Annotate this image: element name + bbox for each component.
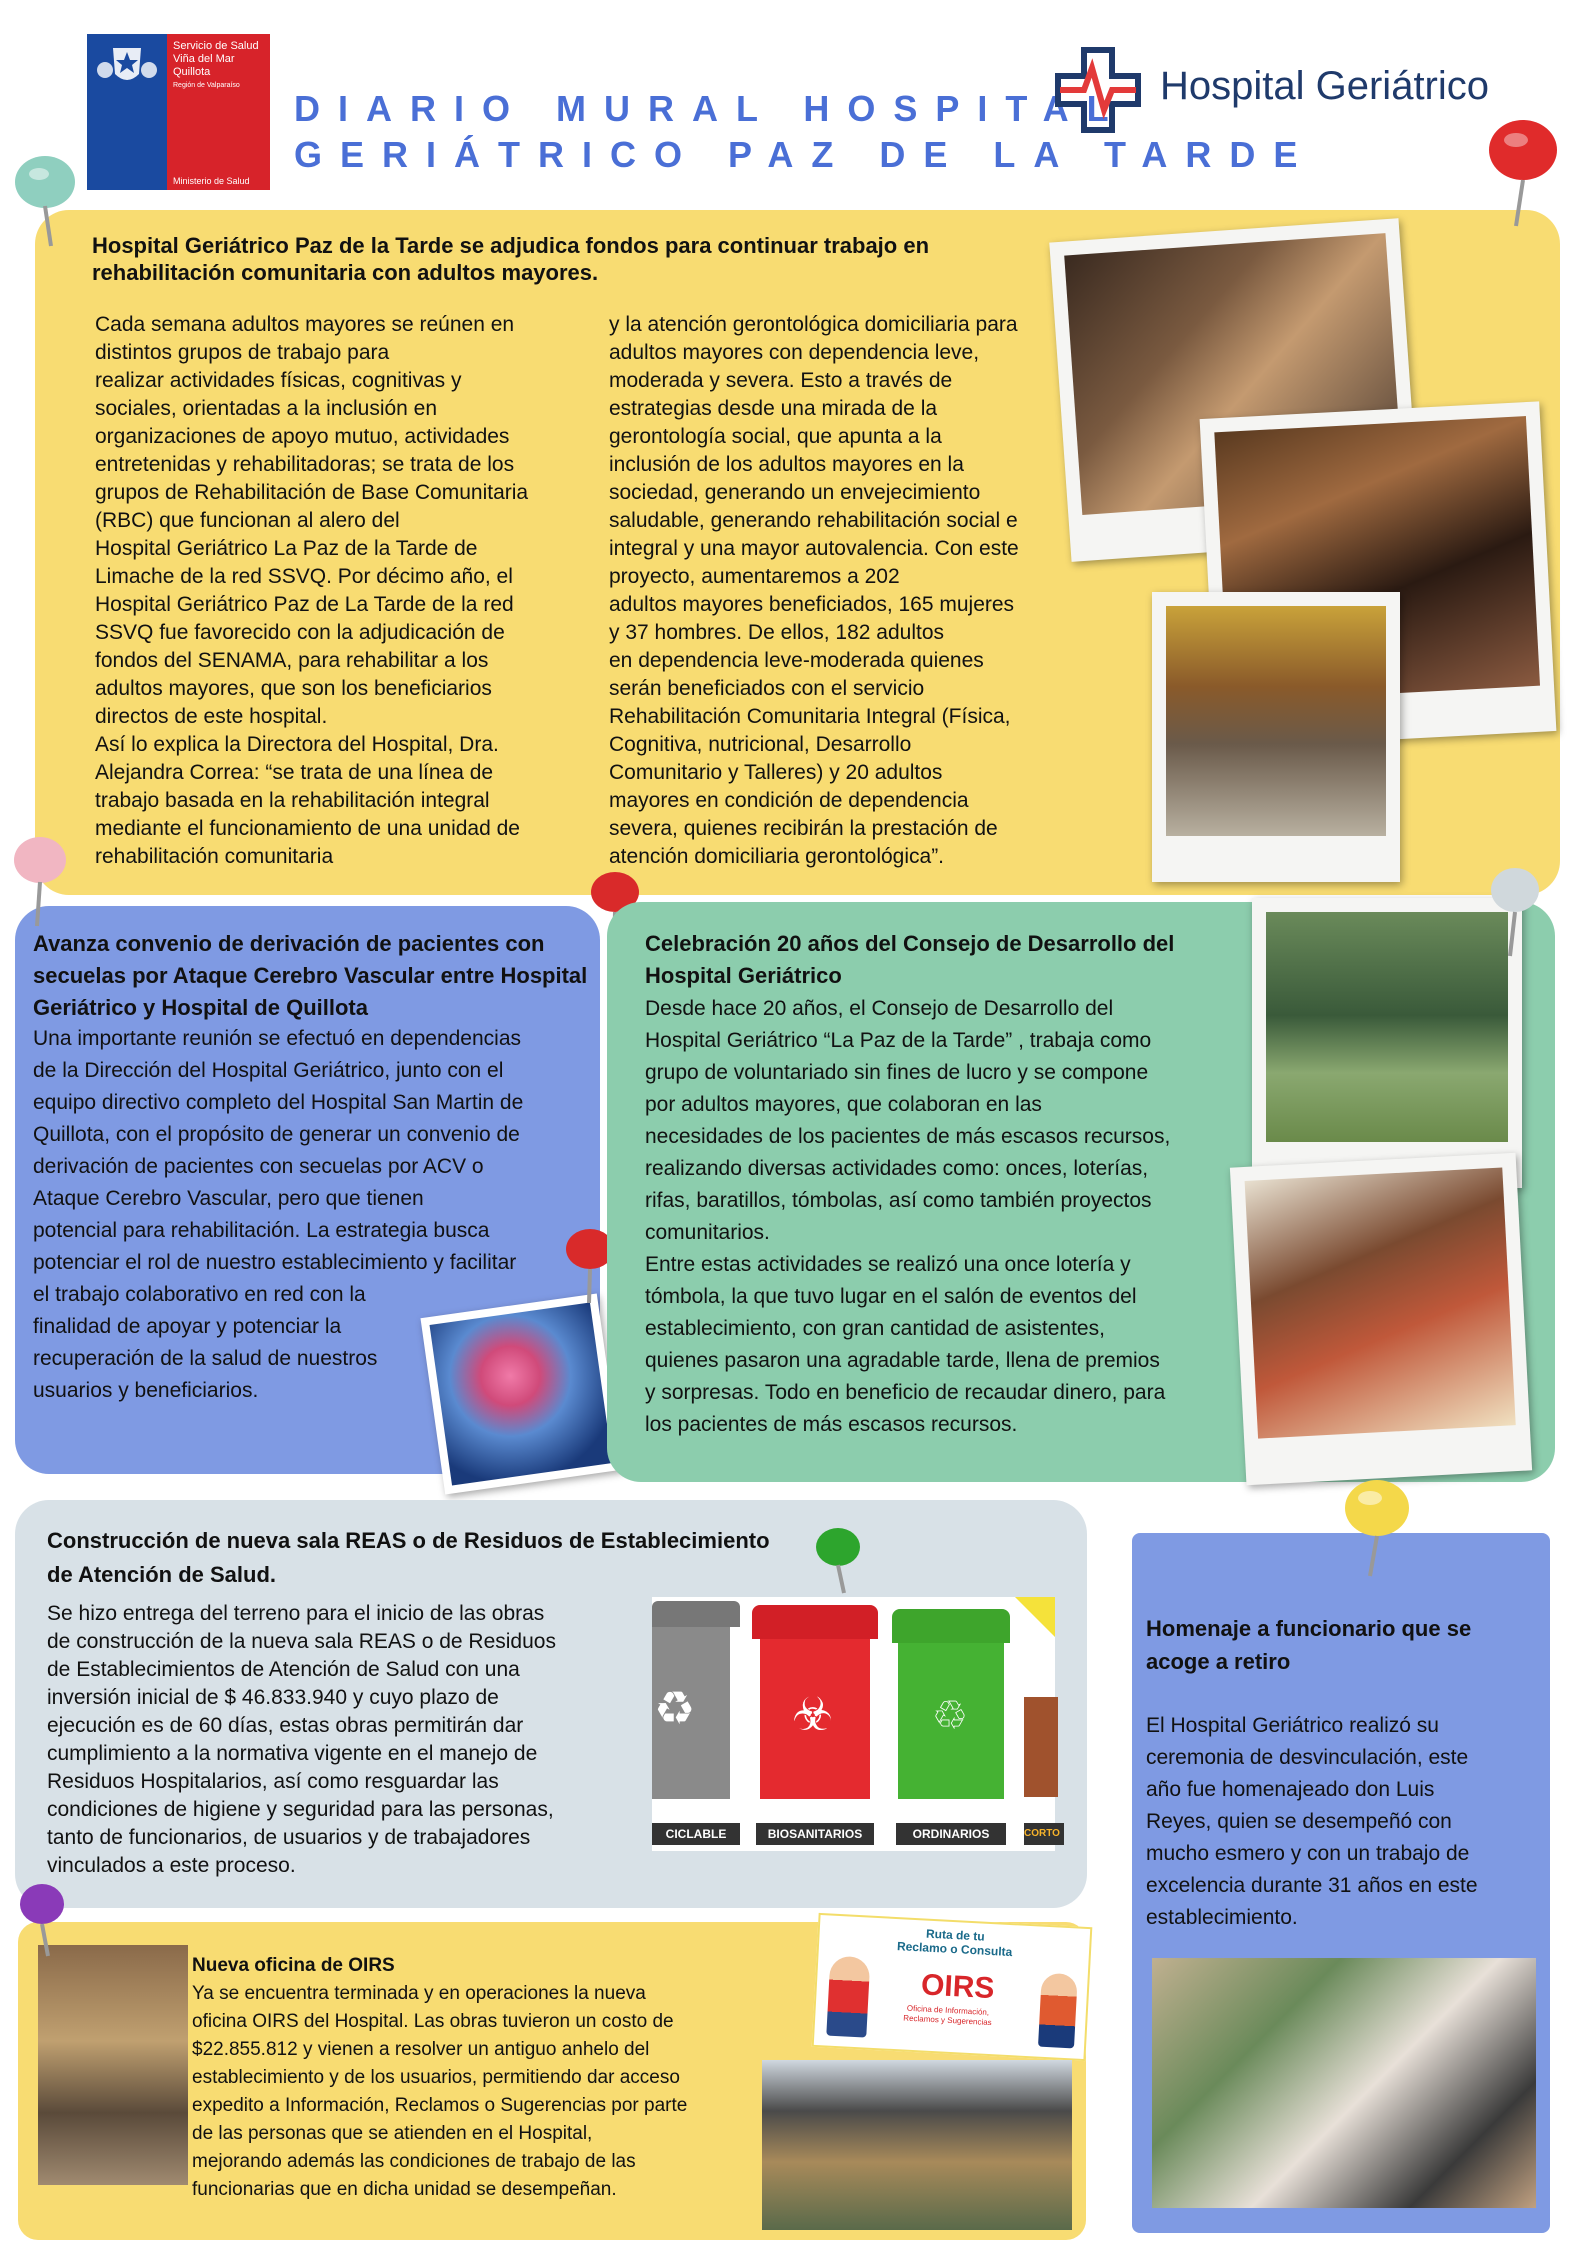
- article4-headline: Construcción de nueva sala REAS o de Residuos de Establecimiento de Atención de Salud.: [47, 1528, 770, 1587]
- bin-label: ORDINARIOS: [896, 1823, 1006, 1845]
- oirs-route-text: Ruta de tu Reclamo o Consulta: [896, 1926, 1013, 1960]
- bin-label: CICLABLE: [652, 1823, 740, 1845]
- pin-icon: [808, 1525, 868, 1595]
- oirs-title: OIRS: [920, 1968, 996, 2006]
- photo-homenaje: [1152, 1958, 1536, 2208]
- hospital-name: Hospital Geriátrico: [1160, 64, 1490, 108]
- article2-body: Una importante reunión se efectuó en dependencias de la Dirección del Hospital Geriátrico, junto con el equipo directivo completo del Hospital San Martin de Quillota, con el propósito de generar un convenio de derivación de pacientes con secuelas por ACV o Ataque Cerebro Vascular, pero que tienen potencial para rehabilitación. La estrategia busca potenciar el rol de nuestro establecimiento y facilitar el trabajo colaborativo en red con la finalidad de apoyar y potenciar la recuperación de la salud de nuestros usuarios y beneficiarios.: [33, 1027, 524, 1402]
- pin-icon: [5, 830, 75, 930]
- coat-of-arms-icon: [93, 40, 161, 96]
- article6-body: El Hospital Geriátrico realizó su ceremonia de desvinculación, este año fue homenajeado don Luis Reyes, quien se desempeñó con mucho esmero y con un trabajo de excelencia durante 31 años en este establecimiento.: [1146, 1714, 1478, 1929]
- page-title-line1: DIARIO MURAL HOSPITAL: [294, 88, 1127, 129]
- article3-headline: Celebración 20 años del Consejo de Desarrollo del Hospital Geriátrico: [645, 931, 1175, 988]
- article3-body: Desde hace 20 años, el Consejo de Desarrollo del Hospital Geriátrico “La Paz de la Tarde” , trabaja como grupo de voluntariado sin fines de lucro y se compone por adultos mayores, que colaboran en las necesidades de los pacientes de más escasos recursos, realizando diversas actividades como: onces, loterías, rifas, baratillos, tómbolas, así como también proyectos comunitarios. Entre estas actividades se realizó una once lotería y tómbola, la que tuvo lugar en el salón de eventos del establecimiento, con gran cantidad de asistentes, quienes pasaron una agradable tarde, llena de premios y sorpresas. Todo en beneficio de recaudar dinero, para los pacientes de más escasos recursos.: [645, 997, 1171, 1436]
- logo-line: Quillota: [173, 66, 211, 78]
- logo-line: Región de Valparaíso: [173, 82, 240, 89]
- logo-line: Viña del Mar: [173, 53, 235, 65]
- photo-oirs-office-exterior: [762, 2060, 1072, 2230]
- cross-logo-icon: [1054, 46, 1142, 134]
- article2-headline: Avanza convenio de derivación de pacientes con secuelas por Ataque Cerebro Vascular entre Hospital Geriátrico y Hospital de Quillota: [33, 931, 588, 1020]
- recycle-arrows-icon: ♲: [932, 1694, 968, 1738]
- article1-col2: y la atención gerontológica domiciliaria para adultos mayores con dependencia leve, moderada y severa. Esto a través de estrategias desde una mirada de la gerontología social, que apunta a la inclusión de los adultos mayores en la sociedad, generando un envejecimiento saludable, generando rehabilitación social e integral y una mayor autovalencia. Con este proyecto, aumentaremos a 202 adultos mayores beneficiados, 165 mujeres y 37 hombres. De ellos, 182 adultos en dependencia leve-moderada quienes serán beneficiados con el servicio Rehabilitación Comunitaria Integral (Física, Cognitiva, nutricional, Desarrollo Comunitario y Talleres) y 20 adultos mayores en condición de dependencia severa, quienes recibirán la prestación de atención domiciliaria gerontológica”.: [609, 313, 1019, 868]
- logo-line: Servicio de Salud: [173, 40, 259, 52]
- pin-icon: [5, 150, 85, 250]
- bin-label: CORTO: [1024, 1823, 1064, 1845]
- photo-once-loteria: [1230, 1153, 1532, 1486]
- article4-body: Se hizo entrega del terreno para el inicio de las obras de construcción de la nueva sala REAS o de Residuos de Establecimientos de Atención de Salud con una inversión inicial de $ 46.833.940 y cuyo plazo de ejecución es de 60 días, estas obras permitirán dar cumplimiento a la normativa vigente en el manejo de Residuos Hospitalarios, así como resguardar las condiciones de higiene y seguridad para las personas, tanto de funcionarios, de usuarios y de trabajadores vinculados a este proceso.: [47, 1602, 556, 1877]
- article1-headline: Hospital Geriátrico Paz de la Tarde se adjudica fondos para continuar trabajo en rehabilitación comunitaria con adultos mayores.: [92, 233, 930, 285]
- child-figure-icon: [1038, 1973, 1078, 2049]
- article5-headline: Nueva oficina de OIRS: [192, 1955, 395, 1976]
- pin-icon: [1478, 110, 1568, 230]
- biohazard-icon: ☣: [792, 1688, 834, 1740]
- logo-footer: Ministerio de Salud: [173, 176, 250, 186]
- article5-body: Ya se encuentra terminada y en operaciones la nueva oficina OIRS del Hospital. Las obras tuvieron un costo de $22.855.812 y vienen a resolver un antiguo anhelo del establecimiento y de los usuarios, permitiendo dar acceso expedito a Información, Reclamos o Sugerencias por parte de las personas que se atienden en el Hospital, mejorando además las condiciones de trabajo de las funcionarias que en dicha unidad se desempeñan.: [192, 1983, 688, 2200]
- article6-headline: Homenaje a funcionario que se acoge a retiro: [1146, 1616, 1472, 1674]
- ministry-logo: [87, 34, 270, 190]
- recycling-bins-image: [652, 1597, 1060, 1851]
- oirs-graphic: [812, 1913, 1093, 2061]
- pin-icon: [1332, 1470, 1422, 1580]
- brain-image: [420, 1293, 621, 1494]
- pin-icon: [12, 1880, 72, 1960]
- recycle-icon: ♻: [654, 1682, 696, 1734]
- oirs-subtitle: Oficina de Información, Reclamos y Sugerencias: [903, 2003, 992, 2028]
- page-title-line2: GERIÁTRICO PAZ DE LA TARDE: [294, 134, 1316, 175]
- bin-label: BIOSANITARIOS: [756, 1823, 874, 1845]
- article1-col1: Cada semana adultos mayores se reúnen en distintos grupos de trabajo para realizar actividades físicas, cognitivas y sociales, orientadas a la inclusión en organizaciones de apoyo mutuo, actividades entretenidas y rehabilitadoras; se trata de los grupos de Rehabilitación de Base Comunitaria (RBC) que funcionan al alero del Hospital Geriátrico La Paz de la Tarde de Limache de la red SSVQ. Por décimo año, el Hospital Geriátrico Paz de La Tarde de la red SSVQ fue favorecido con la adjudicación de fondos del SENAMA, para rehabilitar a los adultos mayores, que son los beneficiarios directos de este hospital. Así lo explica la Directora del Hospital, Dra. Alejandra Correa: “se trata de una línea de trabajo basada en la rehabilitación integral mediante el funcionamiento de una unidad de rehabilitación comunitaria: [95, 313, 529, 868]
- child-figure-icon: [826, 1956, 870, 2038]
- photo-rbc-circle: [1152, 592, 1400, 882]
- photo-oirs-office-interior: [38, 1945, 188, 2185]
- pin-icon: [1480, 860, 1550, 960]
